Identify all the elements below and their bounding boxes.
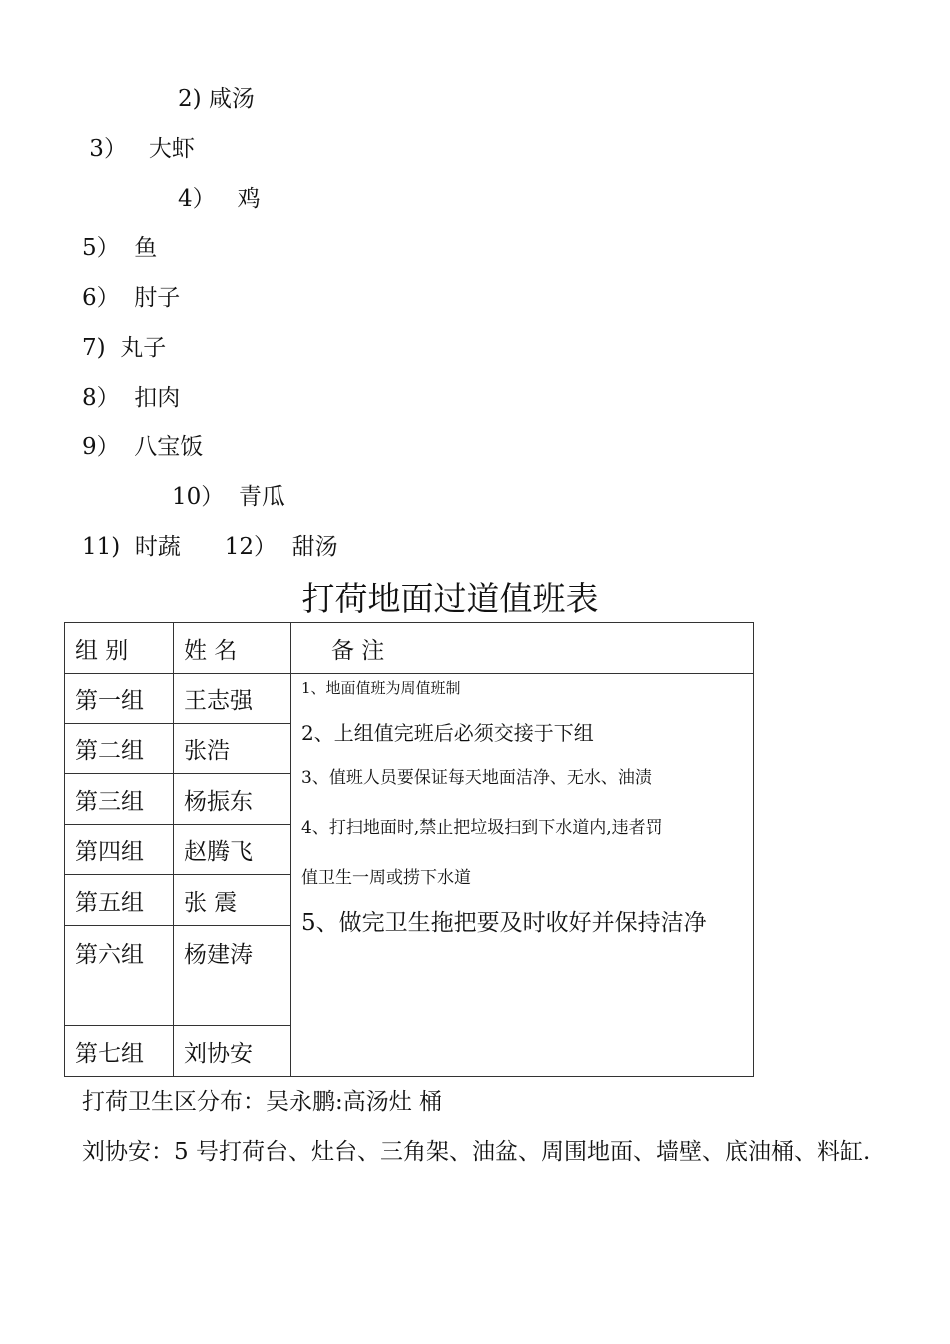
footer-line-1: 打荷卫生区分布：吴永鹏:高汤灶 桶 <box>82 1089 443 1115</box>
menu-item: 9） 八宝饭 <box>82 434 204 460</box>
group-cell: 第五组 <box>65 875 174 926</box>
name-cell: 赵腾飞 <box>174 825 291 875</box>
duty-table <box>64 622 754 1077</box>
header-group: 组 别 <box>65 623 174 674</box>
table-header-row <box>65 623 754 674</box>
note-3: 3、值班人员要保证每天地面洁净、无水、油渍 <box>301 768 652 788</box>
page-title: 打荷地面过道值班表 <box>301 579 599 618</box>
note-2: 2、上组值完班后必须交接于下组 <box>301 721 594 745</box>
name-cell: 杨振东 <box>174 774 291 825</box>
menu-item: 2) 咸汤 <box>178 86 255 112</box>
name-cell: 刘协安 <box>174 1026 291 1077</box>
menu-item: 10） 青瓜 <box>172 484 285 510</box>
table-row <box>65 674 754 724</box>
group-cell: 第六组 <box>65 926 174 1026</box>
name-cell: 王志强 <box>174 674 291 724</box>
menu-item: 7) 丸子 <box>82 335 167 361</box>
group-cell: 第三组 <box>65 774 174 825</box>
menu-item: 4） 鸡 <box>178 186 261 212</box>
group-cell: 第一组 <box>65 674 174 724</box>
header-notes: 备 注 <box>291 623 754 674</box>
notes-cell <box>291 674 754 1077</box>
menu-item: 3） 大虾 <box>82 136 195 162</box>
note-1: 1、地面值班为周值班制 <box>301 679 461 697</box>
menu-item: 6） 肘子 <box>82 285 181 311</box>
group-cell: 第二组 <box>65 724 174 774</box>
note-4: 4、打扫地面时,禁止把垃圾扫到下水道内,违者罚 <box>301 818 663 838</box>
menu-item: 5） 鱼 <box>82 235 158 261</box>
note-5: 5、做完卫生拖把要及时收好并保持洁净 <box>301 910 707 936</box>
group-cell: 第四组 <box>65 825 174 875</box>
name-cell: 张浩 <box>174 724 291 774</box>
menu-item: 11) 时蔬 12） 甜汤 <box>82 534 338 560</box>
group-cell: 第七组 <box>65 1026 174 1077</box>
header-name: 姓 名 <box>174 623 291 674</box>
footer-line-2: 刘协安：5 号打荷台、灶台、三角架、油盆、周围地面、墙壁、底油桶、料缸. <box>82 1139 871 1165</box>
name-cell: 杨建涛 <box>174 926 291 1026</box>
note-4-continued: 值卫生一周或捞下水道 <box>301 868 471 888</box>
menu-item: 8） 扣肉 <box>82 385 181 411</box>
name-cell: 张 震 <box>174 875 291 926</box>
